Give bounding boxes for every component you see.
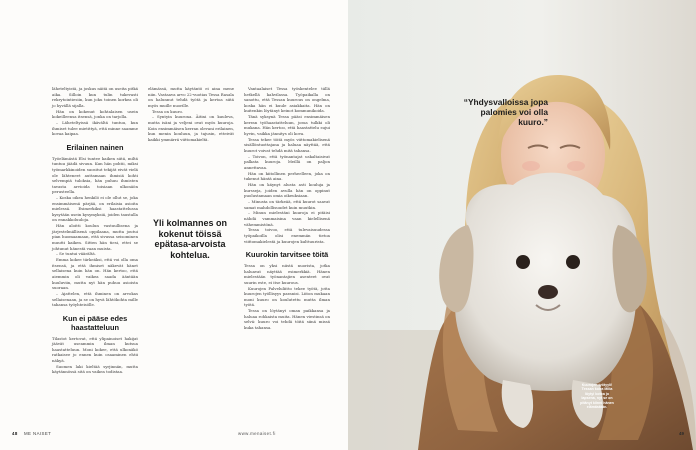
- subheading: Erilainen nainen: [66, 142, 124, 152]
- paragraph: Suomen laki kieltää syrjinnän, mutta käytännössä sitä on vaikea todistaa.: [52, 363, 138, 375]
- paragraph: Hän on kokenut kohtalaisen usein kokeilleensa itsensä, jonka on tarjolla.: [52, 108, 138, 120]
- subheading: Kuurokin tarvitsee töitä: [245, 250, 329, 260]
- paragraph: Tessa toivoo, että tulevaisuudessa työpaikoilla olisi enemmän tietoa viittomakielestä ja kuurojen kulttuurista.: [244, 227, 330, 244]
- dog-eye-right: [566, 255, 580, 269]
- paragraph: elämässä, mutta käytäntö ei aina mene niin. Vastaava arvo 22-vuotias Tessa Rasala on halunnut tehdä työtä ja kertoa siitä myös muille nuorille.: [148, 86, 234, 108]
- cheek-right: [567, 161, 585, 171]
- right-page: [348, 0, 696, 450]
- paragraph: Tänä syksynä Tessa pääsi ensimmäisen kerran työhaastatteluun, jossa tulkki oli mukana. Hän kertoo, että haastattelu sujui hyvin, vaikka jännitys oli kova.: [244, 114, 330, 136]
- portrait-photo: [348, 0, 696, 450]
- photo-quote: “Yhdysvalloissa jopa palomies voi olla kuuro.”: [463, 97, 548, 127]
- paragraph: Hän on käynyt alusta asti kouluja ja kursseja, joiden avulla hän on oppinut puolustamaan omia oikeuksiaan.: [244, 182, 330, 199]
- photo-caption: Kuurojen työtyyli! Tessan koira Milla löytyi kotoa jo lapsena, nyt se on pitänyt kiinni hänen elämästään.: [580, 383, 614, 410]
- text-column-2: [148, 86, 234, 214]
- pull-quote: Yli kolmannes on kokenut töissä epätasa-arvoista kohtelua.: [152, 218, 228, 260]
- dog-nose: [538, 285, 558, 299]
- text-column-3: [244, 86, 330, 331]
- magazine-name: ME NAISET: [24, 431, 52, 436]
- paragraph: Tessa on löytänyt oman paikkansa ja haluaa rohkaista muita. Hänen viestinsä on selvä: kuuro voi tehdä töitä siinä missä kuka tahansa.: [244, 308, 330, 331]
- paragraph: Tessa on yksi niistä nuorista, jotka haluavat näyttää esimerkkiä. Hänen mielestään työnantajien asenteet ovat suurin este, ei itse kuurous.: [244, 263, 330, 285]
- paragraph: Emma kokee tärkeäksi, että voi olla oma itsensä, ja että ihmiset näkevät hänet sellaisena kuin hän on. Hän kertoo, että aiemmin oli vaikea saada ääntään kuuluviin, mutta nyt hän puhuu asioista suoraan.: [52, 257, 138, 291]
- paragraph: – Koska oikea henkilö ei ole ollut se, joka ensimmäisenä pärjää, on erilaisia asioita mielessä. Esimerkiksi haastattelussa kysytään usein kysymyksiä, joiden taustalla on ennakkoluuloja.: [52, 195, 138, 223]
- paragraph: – Läheteltyissä ikävältä tuntuu, kun ihmiset tulee mietittyä, että minne saamme kovaa kaipaa.: [52, 119, 138, 137]
- cheek-left: [522, 161, 540, 171]
- text-column-1: [52, 86, 138, 375]
- paragraph: – Syntyin kuurona. Äitini on kuuleva, mutta isäni ja veljeni ovat myös kuuroja. Koin ensimmäisen kerran olevani erilainen, kun menin kouluun, ja tajusin, etteivät kaikki ymmärrä viittomakieltä.: [148, 114, 234, 142]
- subheading: Kun ei pääse edes haastatteluun: [62, 313, 128, 332]
- paragraph: – Ajattelen, että ihminen on arvokas sellaisenaan, ja se on hyvä lähtökohta mille tahansa työyhteisölle.: [52, 290, 138, 308]
- paragraph: – Minun mielestäni kuuroja ei pitäisi nähdä vammaisina vaan kielellisenä vähemmistönä.: [244, 210, 330, 227]
- paragraph: Hän aloitti koulun vastuullisena ja järjestelmällisenä oppilaana, mutta joutui pian huomaamaan, että sivussa seisominen muutti kaiken. Sitten hän tiesi, ettei se johtunut hänestä vaan muista.: [52, 223, 138, 251]
- dog-eye-left: [516, 255, 530, 269]
- column-2-upper: [148, 86, 234, 214]
- paragraph: läheteltyistä, ja joskus näitä on useita pitkä aika. Silloin kun tulin tukevasti rekrytointiesiin, kun joku toinen korkea oli jo hyvällä sijalla.: [52, 86, 138, 108]
- paragraph: Työelämästä Elsi tuntee kaiken siitä, miltä tuntuu jäädä sivuun. Kun hän pohtii, miksi työmarkkinoiden suositut tekijät eivät vielä ole lähteneet auttamaan ihmisiä kohti selvempiä tuloksia, hän puhuu ihmisten tavasta arvioida toisiaan ulkonäön perusteella.: [52, 155, 138, 195]
- dog-body: [455, 173, 637, 391]
- paragraph: – Minusta on tärkeää, että kuurot saavat samat mahdollisuudet kuin muutkin.: [244, 199, 330, 210]
- paragraph: Kuurojen Palveluliitto tekee työtä, jotta kuurojen työllisyys paranisi. Liiton mukaan moni kuuro on koulutettu mutta ilman työtä.: [244, 285, 330, 308]
- paragraph: Tilastot kertovat, että ylipainoiset hakijat jäävät useammin ilman kutsua haastatteluun. Moni kokee, että ulkonäkö ratkaisee jo ennen kuin osaaminen ehtii näkyä.: [52, 335, 138, 364]
- paragraph: – Se tuntui väärältä.: [56, 251, 96, 257]
- paragraph: Vantaalaiset Tessa työskentelee tällä hetkellä kahvilassa. Työpaikalla on sanottu, että Tessan kuurous on ongelma, koska hän ei kuule asiakkaita. Hän on kuitenkin löytänyt keinot kommunikoida.: [244, 86, 330, 114]
- paragraph: – Toivon, että työnantajat uskaltaisivat palkata kuuroja. Meillä on paljon annettavaa.: [244, 153, 330, 170]
- paragraph: Tessa tekee töitä myös viittomakielisenä sisällöntuottajana ja haluaa näyttää, että kuurot voivat tehdä mitä tahansa.: [244, 136, 330, 153]
- magazine-url: www.menaiset.fi: [238, 431, 276, 436]
- page-number-left: 48: [12, 431, 18, 436]
- paragraph: Hän on kiitollinen perheelleen, joka on tukenut häntä aina.: [244, 170, 330, 182]
- page-number-right: 49: [679, 431, 684, 436]
- paragraph: Tessa on kuuro.: [152, 108, 183, 114]
